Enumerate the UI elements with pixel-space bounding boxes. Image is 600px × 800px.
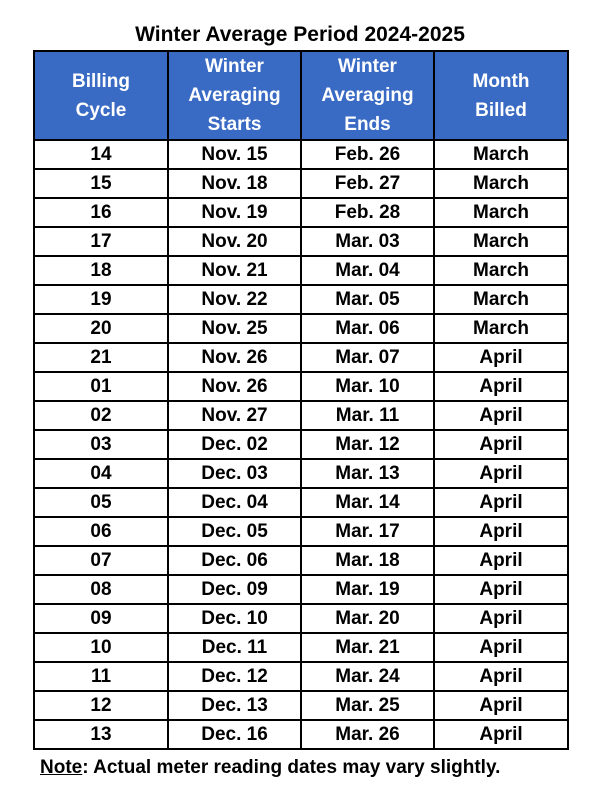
averaging-end-cell: Mar. 14 bbox=[301, 488, 434, 517]
table-row bbox=[34, 372, 568, 401]
billing-cycle-cell: 12 bbox=[34, 691, 168, 720]
averaging-start-cell: Nov. 22 bbox=[168, 285, 301, 314]
averaging-end-cell: Mar. 20 bbox=[301, 604, 434, 633]
averaging-start-cell: Dec. 10 bbox=[168, 604, 301, 633]
billing-cycle-cell: 21 bbox=[34, 343, 168, 372]
averaging-start-cell: Dec. 02 bbox=[168, 430, 301, 459]
averaging-start-cell: Dec. 16 bbox=[168, 720, 301, 749]
billing-cycle-cell: 11 bbox=[34, 662, 168, 691]
month-billed-cell: April bbox=[434, 430, 568, 459]
month-billed-cell: April bbox=[434, 720, 568, 749]
averaging-end-cell: Mar. 07 bbox=[301, 343, 434, 372]
note-label: Note bbox=[40, 757, 83, 778]
averaging-start-cell: Nov. 21 bbox=[168, 256, 301, 285]
billing-cycle-cell: 15 bbox=[34, 169, 168, 198]
averaging-end-cell: Mar. 04 bbox=[301, 256, 434, 285]
averaging-end-cell: Mar. 18 bbox=[301, 546, 434, 575]
averaging-start-cell: Dec. 11 bbox=[168, 633, 301, 662]
table-row bbox=[34, 575, 568, 604]
month-billed-cell: April bbox=[434, 401, 568, 430]
averaging-start-cell: Dec. 03 bbox=[168, 459, 301, 488]
billing-cycle-cell: 10 bbox=[34, 633, 168, 662]
averaging-start-cell: Dec. 13 bbox=[168, 691, 301, 720]
averaging-start-cell: Nov. 15 bbox=[168, 140, 301, 169]
averaging-start-cell: Dec. 06 bbox=[168, 546, 301, 575]
table-row bbox=[34, 488, 568, 517]
averaging-end-cell: Mar. 11 bbox=[301, 401, 434, 430]
table-row bbox=[34, 604, 568, 633]
table-row bbox=[34, 256, 568, 285]
month-billed-cell: April bbox=[434, 343, 568, 372]
table-row bbox=[34, 517, 568, 546]
header-month-billed bbox=[434, 51, 568, 140]
averaging-start-cell: Nov. 26 bbox=[168, 343, 301, 372]
averaging-end-cell: Feb. 27 bbox=[301, 169, 434, 198]
month-billed-cell: April bbox=[434, 662, 568, 691]
averaging-end-cell: Mar. 24 bbox=[301, 662, 434, 691]
billing-cycle-cell: 02 bbox=[34, 401, 168, 430]
table-row bbox=[34, 140, 568, 169]
averaging-end-cell: Mar. 10 bbox=[301, 372, 434, 401]
billing-cycle-cell: 03 bbox=[34, 430, 168, 459]
note-text: : Actual meter reading dates may vary slightly. bbox=[82, 757, 501, 778]
table-row bbox=[34, 691, 568, 720]
month-billed-cell: April bbox=[434, 459, 568, 488]
averaging-end-cell: Mar. 21 bbox=[301, 633, 434, 662]
billing-cycle-cell: 04 bbox=[34, 459, 168, 488]
table-row bbox=[34, 720, 568, 749]
averaging-end-cell: Mar. 19 bbox=[301, 575, 434, 604]
billing-cycle-cell: 19 bbox=[34, 285, 168, 314]
header-billing-cycle bbox=[34, 51, 168, 140]
billing-cycle-cell: 01 bbox=[34, 372, 168, 401]
header-text-line: Ends bbox=[344, 114, 391, 135]
table-row bbox=[34, 314, 568, 343]
averaging-end-cell: Feb. 28 bbox=[301, 198, 434, 227]
header-averaging-starts bbox=[168, 51, 301, 140]
month-billed-cell: March bbox=[434, 227, 568, 256]
averaging-start-cell: Dec. 05 bbox=[168, 517, 301, 546]
billing-cycle-cell: 16 bbox=[34, 198, 168, 227]
footnote bbox=[40, 756, 500, 780]
month-billed-cell: April bbox=[434, 488, 568, 517]
month-billed-cell: March bbox=[434, 169, 568, 198]
header-text-line: Billing bbox=[71, 70, 131, 92]
averaging-end-cell: Feb. 26 bbox=[301, 140, 434, 169]
table-row bbox=[34, 169, 568, 198]
month-billed-cell: April bbox=[434, 517, 568, 546]
month-billed-cell: March bbox=[434, 140, 568, 169]
averaging-start-cell: Nov. 27 bbox=[168, 401, 301, 430]
table-row bbox=[34, 662, 568, 691]
table-body bbox=[34, 140, 568, 749]
table-row bbox=[34, 430, 568, 459]
month-billed-cell: April bbox=[434, 633, 568, 662]
header-text-line: Averaging bbox=[321, 85, 414, 106]
month-billed-cell: March bbox=[434, 314, 568, 343]
averaging-start-cell: Dec. 04 bbox=[168, 488, 301, 517]
month-billed-cell: April bbox=[434, 372, 568, 401]
averaging-start-cell: Nov. 19 bbox=[168, 198, 301, 227]
table-row bbox=[34, 633, 568, 662]
header-text-line: Winter bbox=[338, 56, 397, 77]
header-text-line: Month bbox=[472, 70, 530, 92]
header-text-line: Cycle bbox=[75, 99, 127, 121]
billing-cycle-cell: 14 bbox=[34, 140, 168, 169]
page-title: Winter Average Period 2024-2025 bbox=[135, 23, 465, 46]
billing-cycle-cell: 06 bbox=[34, 517, 168, 546]
averaging-end-cell: Mar. 25 bbox=[301, 691, 434, 720]
billing-cycle-cell: 20 bbox=[34, 314, 168, 343]
month-billed-cell: April bbox=[434, 604, 568, 633]
header-averaging-ends bbox=[301, 51, 434, 140]
averaging-end-cell: Mar. 12 bbox=[301, 430, 434, 459]
billing-cycle-cell: 08 bbox=[34, 575, 168, 604]
table-header-row bbox=[34, 51, 568, 140]
averaging-start-cell: Nov. 25 bbox=[168, 314, 301, 343]
averaging-end-cell: Mar. 06 bbox=[301, 314, 434, 343]
table-row bbox=[34, 198, 568, 227]
month-billed-cell: March bbox=[434, 285, 568, 314]
averaging-start-cell: Dec. 12 bbox=[168, 662, 301, 691]
table-row bbox=[34, 401, 568, 430]
month-billed-cell: March bbox=[434, 198, 568, 227]
winter-average-table bbox=[33, 50, 569, 750]
table-row bbox=[34, 459, 568, 488]
month-billed-cell: April bbox=[434, 575, 568, 604]
averaging-end-cell: Mar. 03 bbox=[301, 227, 434, 256]
header-text-line: Averaging bbox=[188, 85, 281, 106]
averaging-end-cell: Mar. 05 bbox=[301, 285, 434, 314]
month-billed-cell: March bbox=[434, 256, 568, 285]
averaging-end-cell: Mar. 13 bbox=[301, 459, 434, 488]
billing-cycle-cell: 05 bbox=[34, 488, 168, 517]
table-row bbox=[34, 546, 568, 575]
averaging-start-cell: Dec. 09 bbox=[168, 575, 301, 604]
billing-cycle-cell: 13 bbox=[34, 720, 168, 749]
averaging-start-cell: Nov. 26 bbox=[168, 372, 301, 401]
month-billed-cell: April bbox=[434, 691, 568, 720]
averaging-end-cell: Mar. 26 bbox=[301, 720, 434, 749]
table-row bbox=[34, 227, 568, 256]
table-row bbox=[34, 285, 568, 314]
billing-cycle-cell: 07 bbox=[34, 546, 168, 575]
table-row bbox=[34, 343, 568, 372]
header-text-line: Starts bbox=[207, 114, 262, 135]
averaging-start-cell: Nov. 18 bbox=[168, 169, 301, 198]
month-billed-cell: April bbox=[434, 546, 568, 575]
averaging-start-cell: Nov. 20 bbox=[168, 227, 301, 256]
header-text-line: Billed bbox=[475, 99, 527, 121]
averaging-end-cell: Mar. 17 bbox=[301, 517, 434, 546]
header-text-line: Winter bbox=[205, 56, 264, 77]
billing-cycle-cell: 17 bbox=[34, 227, 168, 256]
billing-cycle-cell: 09 bbox=[34, 604, 168, 633]
billing-cycle-cell: 18 bbox=[34, 256, 168, 285]
